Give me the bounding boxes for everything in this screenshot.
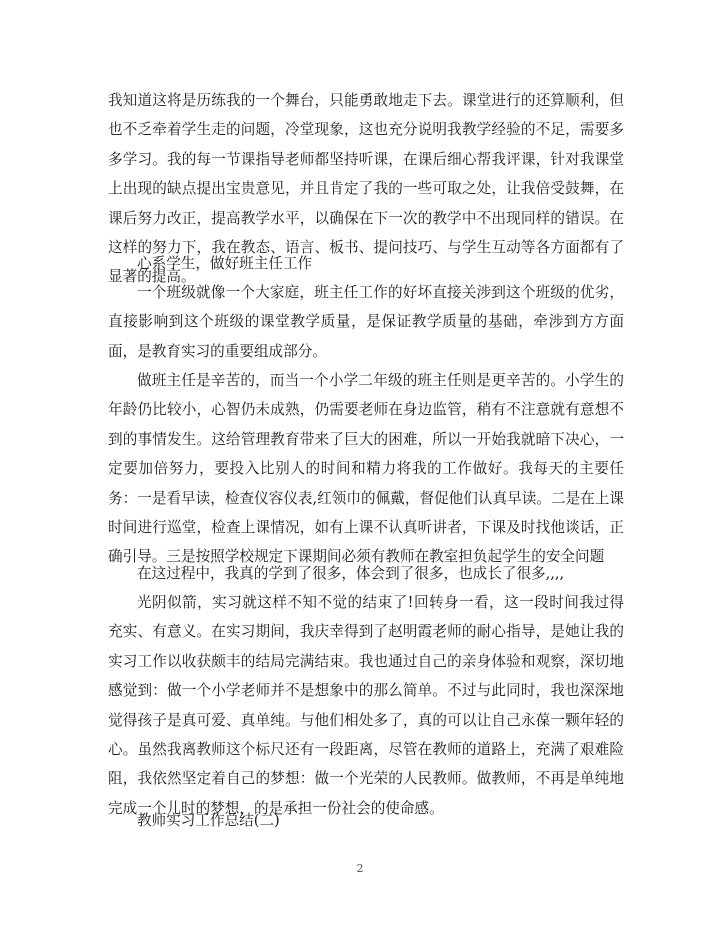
section-heading-class-teacher: 心系学生，做好班主任工作	[137, 255, 313, 272]
paragraph-class-teacher-duties: 做班主任是辛苦的，而当一个小学二年级的班主任则是更辛苦的。小学生的年龄仍比较小，心智仍未成熟，仍需要老师在身边监管，稍有不注意就有意想不到的事情发生。这给管理教育带来了巨大的困难，所以一开始我就暗下决心，一定要加倍努力，要投入比别人的时间和精力将我的工作做好。我每天的主要任务：一是看早读，检查仪容仪表,红领巾的佩戴，督促他们认真早读。二是在上课时间进行巡堂，检查上课情况，如有上课不认真听讲者，下课及时找他谈话，正确引导。三是按照学校规定下课期间必须有教师在教室担负起学生的安全问题	[108, 372, 624, 566]
page-number: 2	[356, 862, 364, 875]
paragraph-learned-a-lot: 在这过程中，我真的学到了很多，体会到了很多，也成长了很多,,,,	[137, 565, 565, 582]
paragraph-teaching-reflection: 我知道这将是历练我的一个舞台，只能勇敢地走下去。课堂进行的还算顺利，但也不乏牵着学生走的问题，冷堂现象，这也充分说明我教学经验的不足，需要多多学习。我的每一节课指导老师都坚持听课，在课后细心帮我评课，针对我课堂上出现的缺点提出宝贵意见，并且肯定了我的一些可取之处，让我倍受鼓舞，在课后努力改正，提高教学水平，以确保在下一次的教学中不出现同样的错误。在这样的努力下，我在教态、语言、板书、提问技巧、与学生互动等各方面都有了显著的提高。	[108, 92, 624, 286]
paragraph-class-importance: 一个班级就像一个大家庭，班主任工作的好坏直接关涉到这个班级的优劣，直接影响到这个班级的课堂教学质量，是保证教学质量的基础，牵涉到方方面面，是教育实习的重要组成部分。	[108, 284, 624, 360]
document-title-part-two: 教师实习工作总结(二)	[137, 812, 280, 829]
paragraph-conclusion: 光阴似箭，实习就这样不知不觉的结束了!回转身一看，这一段时间我过得充实、有意义。在实习期间，我庆幸得到了赵明霞老师的耐心指导，是她让我的实习工作以收获颇丰的结局完满结束。我也通过自己的亲身体验和观察，深切地感觉到：做一个小学老师并不是想象中的那么简单。不过与此同时，我也深深地觉得孩子是真可爱、真单纯。与他们相处多了，真的可以让自己永葆一颗年轻的心。虽然我离教师这个标尺还有一段距离，尽管在教师的道路上，充满了艰难险阻，我依然坚定着自己的梦想：做一个光荣的人民教师。做教师，不再是单纯地完成一个儿时的梦想，的是承担一份社会的使命感。	[108, 594, 624, 817]
